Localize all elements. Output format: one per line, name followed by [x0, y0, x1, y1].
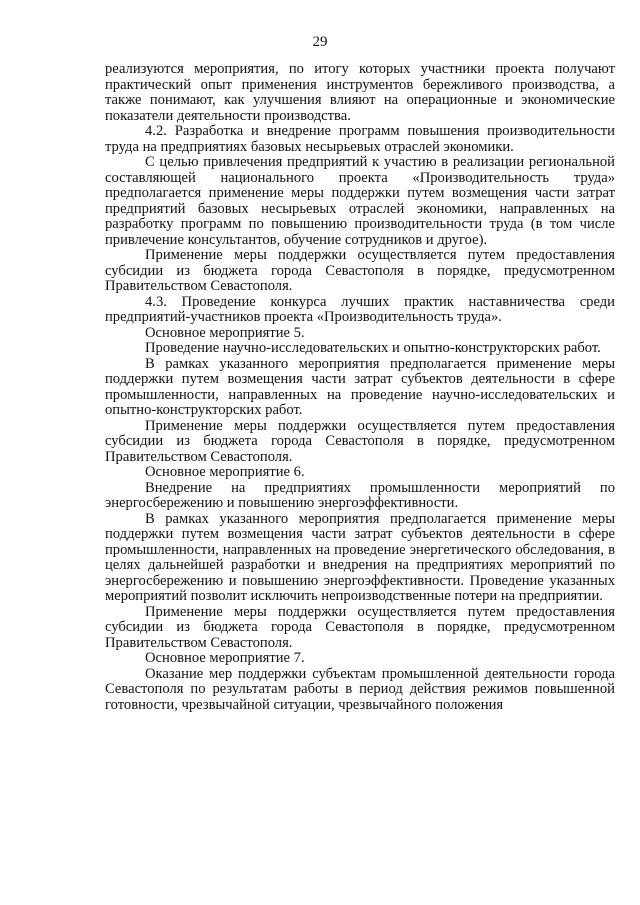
- page-number: 29: [312, 34, 328, 50]
- paragraph: Применение меры поддержки осуществляется путем предоставления субсидии из бюджета города Севастополя в порядке, предусмотренном Правительством Севастополя.: [105, 603, 615, 651]
- paragraph: С целью привлечения предприятий к участию в реализации региональной составляющей национального проекта «Производительность труда» предполагается применение меры поддержки путем возмещения части затрат предприятий базовых несырьевых отраслей экономики, направленных на разработку программ по повышению производительности труда (в том числе привлечение консультантов, обучение сотрудников и другое).: [105, 154, 615, 248]
- paragraph: Оказание мер поддержки субъектам промышленной деятельности города Севастополя по результатам работы в период действия режимов повышенной готовности, чрезвычайной ситуации, чрезвычайного положения: [105, 665, 615, 713]
- paragraph: Применение меры поддержки осуществляется путем предоставления субсидии из бюджета города Севастополя в порядке, предусмотренном Правительством Севастополя.: [105, 247, 615, 294]
- paragraph: В рамках указанного мероприятия предполагается применение меры поддержки путем возмещения части затрат субъектов деятельности в сфере промышленности, направленных на проведение научно-исследовательских и опытно-конструкторских работ.: [105, 355, 615, 418]
- document-body: [105, 62, 615, 713]
- paragraph: Основное мероприятие 6.: [145, 464, 305, 480]
- paragraph: 4.2. Разработка и внедрение программ повышения производительности труда на предприятиях базовых несырьевых отраслей экономики.: [105, 123, 615, 155]
- paragraph: Проведение научно-исследовательских и опытно-конструкторских работ.: [145, 340, 601, 356]
- paragraph: Основное мероприятие 5.: [145, 324, 305, 341]
- paragraph: реализуются мероприятия, по итогу которых участники проекта получают практический опыт применения инструментов бережливого производства, а также понимают, как улучшения влияют на операционные и экономические показатели деятельности производства.: [105, 61, 615, 124]
- paragraph: Основное мероприятие 7.: [145, 650, 305, 666]
- paragraph: В рамках указанного мероприятия предполагается применение меры поддержки путем возмещения части затрат субъектов деятельности в сфере промышленности, направленных на проведение энергетического обследования, в целях дальнейшей разработки и внедрения на предприятиях мероприятий по энергосбережению и повышению энергоэффективности. Проведение указанных мероприятий позволит исключить непроизводственные потери на предприятии.: [105, 510, 615, 604]
- paragraph: Внедрение на предприятиях промышленности мероприятий по энергосбережению и повышению энергоэффективности.: [105, 479, 615, 511]
- paragraph: 4.3. Проведение конкурса лучших практик наставничества среди предприятий-участников проекта «Производительность труда».: [105, 293, 615, 325]
- paragraph: Применение меры поддержки осуществляется путем предоставления субсидии из бюджета города Севастополя в порядке, предусмотренном Правительством Севастополя.: [105, 417, 615, 465]
